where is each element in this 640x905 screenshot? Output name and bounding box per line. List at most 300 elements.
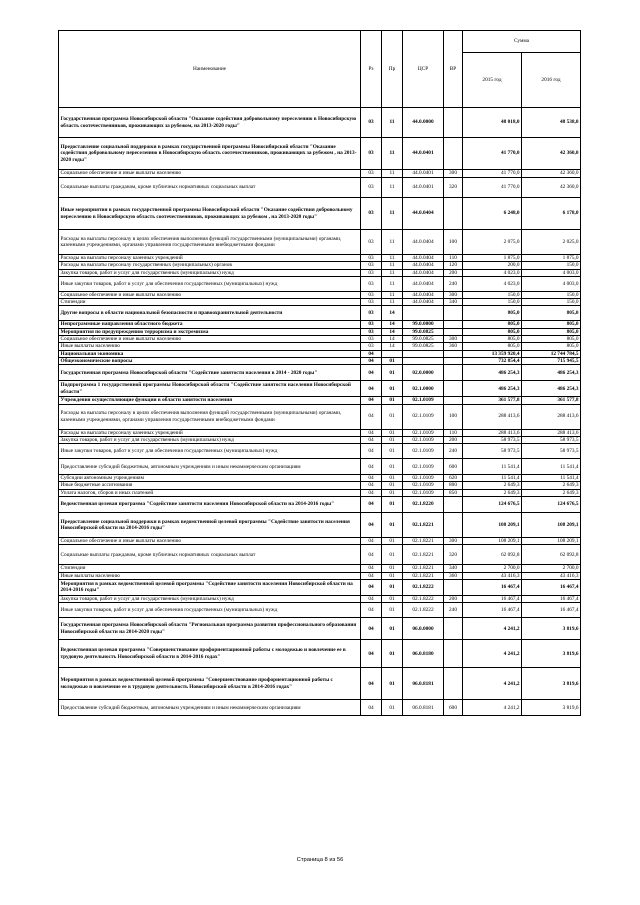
- cell-v2016: 108 209,1: [522, 513, 581, 538]
- cell-rz: 04: [361, 513, 382, 538]
- cell-v2016: 6 178,0: [522, 198, 581, 230]
- cell-csr: 02.1.8222: [403, 579, 444, 595]
- cell-vr: [444, 108, 463, 138]
- cell-v2015: 62 092,8: [463, 545, 522, 565]
- cell-rz: 04: [361, 444, 382, 459]
- cell-name: Ведомственная целевая программа "Совершенствование профориентационной работы с молодежью и вовлечение ее в трудовую деятельность Новосибирской области в 2014-2016 годах": [59, 640, 361, 668]
- cell-pr: 01: [382, 397, 403, 404]
- page-footer: Страница 8 из 56: [296, 857, 344, 863]
- cell-vr: [444, 513, 463, 538]
- cell-pr: 01: [382, 497, 403, 513]
- cell-pr: 11: [382, 138, 403, 170]
- cell-v2015: 2 649,3: [463, 489, 522, 496]
- cell-v2016: 42 360,0: [522, 178, 581, 198]
- cell-v2016: 1 875,0: [522, 255, 581, 262]
- header-sum: Сумма: [463, 31, 581, 53]
- cell-v2016: 2 025,0: [522, 230, 581, 255]
- cell-vr: 300: [444, 538, 463, 545]
- cell-pr: 01: [382, 444, 403, 459]
- cell-name: Закупка товаров, работ и услуг для государственных (муниципальных) нужд: [59, 436, 361, 443]
- cell-name: Расходы на выплаты персоналу государственных (муниципальных) органов: [59, 262, 361, 269]
- cell-pr: 01: [382, 429, 403, 436]
- cell-pr: [382, 350, 403, 357]
- cell-v2015: 4 023,0: [463, 269, 522, 276]
- cell-csr: 06.0.0000: [403, 618, 444, 640]
- table-row: [59, 618, 581, 640]
- cell-pr: 01: [382, 700, 403, 716]
- table-row: [59, 138, 581, 170]
- cell-rz: 03: [361, 306, 382, 321]
- cell-name: Предоставление субсидий бюджетным, автономным учреждениям и иным некоммерческим организациям: [59, 459, 361, 475]
- cell-v2015: 16 467,4: [463, 595, 522, 602]
- cell-v2015: 1 875,0: [463, 255, 522, 262]
- table-row: [59, 700, 581, 716]
- cell-name: Государственная программа Новосибирской области "Оказание содействия добровольному переселению в Новосибирскую область соотечественников, проживающих за рубежом, на 2013-2020 годы": [59, 108, 361, 138]
- cell-csr: 02.1.0109: [403, 459, 444, 475]
- cell-vr: 300: [444, 291, 463, 298]
- cell-pr: 11: [382, 108, 403, 138]
- cell-csr: 02.1.0109: [403, 397, 444, 404]
- cell-rz: 04: [361, 397, 382, 404]
- cell-name: Закупка товаров, работ и услуг для государственных (муниципальных) нужд: [59, 269, 361, 276]
- cell-csr: 44.0.0401: [403, 178, 444, 198]
- cell-csr: [403, 357, 444, 364]
- cell-pr: 11: [382, 198, 403, 230]
- cell-v2015: 4 241,2: [463, 618, 522, 640]
- cell-vr: [444, 357, 463, 364]
- cell-v2015: 58 973,5: [463, 436, 522, 443]
- cell-v2015: 2 700,0: [463, 565, 522, 572]
- cell-v2016: 805,0: [522, 343, 581, 350]
- cell-vr: 340: [444, 299, 463, 306]
- cell-v2015: 150,0: [463, 299, 522, 306]
- cell-name: Уплата налогов, сборов и иных платежей: [59, 489, 361, 496]
- cell-v2016: 16 467,4: [522, 595, 581, 602]
- cell-pr: 11: [382, 299, 403, 306]
- cell-v2015: 4 241,2: [463, 640, 522, 668]
- table-row: [59, 230, 581, 255]
- cell-pr: 01: [382, 640, 403, 668]
- cell-pr: 01: [382, 668, 403, 700]
- cell-csr: 44.0.0404: [403, 255, 444, 262]
- cell-v2015: 124 676,5: [463, 497, 522, 513]
- cell-rz: 04: [361, 350, 382, 357]
- cell-rz: 04: [361, 572, 382, 579]
- cell-csr: 02.1.0109: [403, 404, 444, 429]
- cell-v2015: 13 359 920,4: [463, 350, 522, 357]
- cell-rz: 03: [361, 198, 382, 230]
- cell-rz: 03: [361, 170, 382, 178]
- cell-pr: 14: [382, 328, 403, 335]
- cell-csr: [403, 350, 444, 357]
- cell-v2015: 2 075,0: [463, 230, 522, 255]
- cell-v2015: 108 209,1: [463, 538, 522, 545]
- cell-vr: 360: [444, 343, 463, 350]
- cell-name: Иные мероприятия в рамках государственной программы Новосибирской области "Оказание содействия добровольному переселению в Новосибирскую область соотечественников, проживающих за рубежом , на 2013-2020 годы": [59, 198, 361, 230]
- cell-rz: 04: [361, 365, 382, 381]
- cell-pr: 14: [382, 336, 403, 343]
- cell-name: Социальное обеспечение и иные выплаты населению: [59, 538, 361, 545]
- cell-pr: 11: [382, 269, 403, 276]
- cell-v2016: 715 945,5: [522, 357, 581, 364]
- cell-v2016: 2 700,0: [522, 565, 581, 572]
- cell-rz: 04: [361, 565, 382, 572]
- cell-pr: 01: [382, 436, 403, 443]
- cell-vr: 340: [444, 565, 463, 572]
- budget-table: [58, 30, 581, 716]
- cell-rz: 03: [361, 328, 382, 335]
- cell-v2016: 3 819,6: [522, 700, 581, 716]
- cell-rz: 03: [361, 230, 382, 255]
- cell-v2016: 42 360,0: [522, 170, 581, 178]
- cell-v2016: 11 541,4: [522, 475, 581, 482]
- cell-name: Мероприятия в рамках ведомственной целевой программы "Содействие занятости населения Новосибирской области на 2014-2016 годы": [59, 579, 361, 595]
- cell-csr: 44.0.0404: [403, 262, 444, 269]
- cell-pr: 01: [382, 475, 403, 482]
- cell-rz: 04: [361, 545, 382, 565]
- cell-v2015: 288 413,6: [463, 429, 522, 436]
- cell-pr: 11: [382, 276, 403, 291]
- cell-pr: 11: [382, 291, 403, 298]
- header-year-2015: 2015 год: [463, 53, 522, 108]
- table-row: [59, 475, 581, 482]
- cell-v2016: 124 676,5: [522, 497, 581, 513]
- table-row: [59, 640, 581, 668]
- cell-rz: 04: [361, 603, 382, 618]
- table-row: [59, 108, 581, 138]
- cell-rz: 04: [361, 618, 382, 640]
- cell-csr: 02.1.8221: [403, 565, 444, 572]
- cell-pr: 01: [382, 579, 403, 595]
- cell-vr: [444, 328, 463, 335]
- cell-csr: 02.1.8221: [403, 513, 444, 538]
- cell-name: Иные выплаты населению: [59, 572, 361, 579]
- table-row: [59, 397, 581, 404]
- cell-name: Иные закупки товаров, работ и услуг для обеспечения государственных (муниципальных) нужд: [59, 444, 361, 459]
- cell-name: Стипендии: [59, 565, 361, 572]
- table-body: [59, 108, 581, 716]
- cell-csr: 44.0.0404: [403, 230, 444, 255]
- table-row: [59, 482, 581, 489]
- cell-v2015: 2 649,3: [463, 482, 522, 489]
- cell-vr: 320: [444, 545, 463, 565]
- cell-vr: [444, 381, 463, 397]
- cell-v2016: 805,0: [522, 321, 581, 328]
- cell-csr: [403, 306, 444, 321]
- table-row: [59, 497, 581, 513]
- cell-rz: 03: [361, 299, 382, 306]
- cell-csr: 02.1.0109: [403, 475, 444, 482]
- cell-rz: 03: [361, 276, 382, 291]
- table-row: [59, 436, 581, 443]
- cell-pr: 01: [382, 545, 403, 565]
- cell-vr: 300: [444, 170, 463, 178]
- cell-pr: 01: [382, 595, 403, 602]
- cell-v2015: 48 018,0: [463, 108, 522, 138]
- table-row: [59, 404, 581, 429]
- table-row: [59, 595, 581, 602]
- cell-rz: 03: [361, 291, 382, 298]
- cell-name: Социальное обеспечение и иные выплаты населению: [59, 336, 361, 343]
- cell-name: Учреждения осуществляющие функции в области занятости населения: [59, 397, 361, 404]
- cell-vr: [444, 640, 463, 668]
- cell-name: Предоставление субсидий бюджетным, автономным учреждениям и иным некоммерческим организациям: [59, 700, 361, 716]
- cell-csr: 06.0.8181: [403, 700, 444, 716]
- cell-vr: [444, 321, 463, 328]
- cell-v2016: 43 416,3: [522, 572, 581, 579]
- cell-csr: 44.0.0404: [403, 198, 444, 230]
- table-row: [59, 603, 581, 618]
- cell-v2016: 3 819,6: [522, 668, 581, 700]
- cell-name: Иные закупки товаров, работ и услуг для обеспечения государственных (муниципальных) нужд: [59, 603, 361, 618]
- cell-v2016: 486 254,3: [522, 365, 581, 381]
- cell-v2015: 732 854,4: [463, 357, 522, 364]
- cell-name: Социальное обеспечение и иные выплаты населению: [59, 291, 361, 298]
- cell-v2015: 805,0: [463, 321, 522, 328]
- table-row: [59, 255, 581, 262]
- table-row: [59, 357, 581, 364]
- cell-rz: 03: [361, 336, 382, 343]
- cell-pr: 11: [382, 178, 403, 198]
- cell-name: Другие вопросы в области национальной безопасности и правоохранительной деятельности: [59, 306, 361, 321]
- cell-csr: 44.0.0404: [403, 276, 444, 291]
- cell-v2016: 16 467,4: [522, 603, 581, 618]
- cell-v2015: 200,0: [463, 262, 522, 269]
- cell-vr: [444, 397, 463, 404]
- cell-vr: 360: [444, 572, 463, 579]
- header-rz: Рз: [361, 31, 382, 108]
- cell-v2015: 486 254,3: [463, 365, 522, 381]
- table-row: [59, 429, 581, 436]
- cell-v2016: 4 003,0: [522, 276, 581, 291]
- cell-rz: 03: [361, 138, 382, 170]
- cell-v2016: 361 577,8: [522, 397, 581, 404]
- cell-csr: 99.0.0825: [403, 328, 444, 335]
- cell-v2015: 16 467,4: [463, 603, 522, 618]
- budget-table-sheet: [58, 30, 580, 716]
- cell-name: Расходы на выплаты персоналу казенных учреждений: [59, 255, 361, 262]
- cell-rz: 04: [361, 595, 382, 602]
- cell-pr: 14: [382, 321, 403, 328]
- cell-v2015: 805,0: [463, 343, 522, 350]
- cell-csr: 02.1.8222: [403, 595, 444, 602]
- table-row: [59, 170, 581, 178]
- header-year-2016: 2016 год: [522, 53, 581, 108]
- cell-vr: 200: [444, 436, 463, 443]
- cell-vr: 600: [444, 700, 463, 716]
- table-row: [59, 459, 581, 475]
- cell-csr: 44.0.0404: [403, 291, 444, 298]
- cell-csr: 02.1.0109: [403, 444, 444, 459]
- cell-rz: 04: [361, 489, 382, 496]
- cell-v2015: 805,0: [463, 306, 522, 321]
- cell-rz: 03: [361, 262, 382, 269]
- cell-v2015: 41 770,0: [463, 178, 522, 198]
- table-row: [59, 538, 581, 545]
- cell-vr: 110: [444, 255, 463, 262]
- table-row: [59, 306, 581, 321]
- cell-v2015: 805,0: [463, 328, 522, 335]
- cell-pr: 01: [382, 459, 403, 475]
- cell-name: Государственная программа Новосибирской области "Содействие занятости населения в 2014 - 2020 годы": [59, 365, 361, 381]
- cell-v2016: 12 744 784,5: [522, 350, 581, 357]
- cell-name: Предоставление социальной поддержки в рамках государственной программы Новосибирской области "Оказание содействия добровольному переселению в Новосибирскую область соотечественников, проживающих за рубежом , на 2013-2020 годы": [59, 138, 361, 170]
- cell-v2015: 361 577,8: [463, 397, 522, 404]
- cell-v2015: 108 209,1: [463, 513, 522, 538]
- cell-csr: 44.0.0401: [403, 138, 444, 170]
- cell-name: Социальные выплаты гражданам, кроме публичных нормативных социальных выплат: [59, 545, 361, 565]
- cell-pr: 11: [382, 230, 403, 255]
- cell-v2015: 4 023,0: [463, 276, 522, 291]
- cell-csr: 99.0.0825: [403, 343, 444, 350]
- cell-rz: 03: [361, 178, 382, 198]
- cell-pr: 01: [382, 565, 403, 572]
- cell-csr: 06.0.8181: [403, 668, 444, 700]
- cell-pr: 11: [382, 255, 403, 262]
- cell-v2016: 108 209,1: [522, 538, 581, 545]
- header-csr: ЦСР: [403, 31, 444, 108]
- cell-v2016: 3 819,6: [522, 640, 581, 668]
- cell-v2016: 805,0: [522, 328, 581, 335]
- table-header: [59, 31, 581, 108]
- cell-pr: 01: [382, 618, 403, 640]
- table-row: [59, 381, 581, 397]
- cell-rz: 04: [361, 436, 382, 443]
- cell-name: Подпрограмма 1 государственной программы Новосибирской области "Содействие занятости населения Новосибирской области": [59, 381, 361, 397]
- cell-pr: 11: [382, 262, 403, 269]
- cell-name: Мероприятия по предупреждению терроризма и экстремизма: [59, 328, 361, 335]
- table-row: [59, 291, 581, 298]
- cell-rz: 04: [361, 459, 382, 475]
- cell-vr: [444, 579, 463, 595]
- table-row: [59, 178, 581, 198]
- cell-vr: [444, 497, 463, 513]
- cell-v2016: 288 413,6: [522, 404, 581, 429]
- cell-rz: 04: [361, 497, 382, 513]
- table-row: [59, 565, 581, 572]
- table-row: [59, 579, 581, 595]
- cell-vr: 620: [444, 475, 463, 482]
- cell-v2016: 150,0: [522, 299, 581, 306]
- cell-pr: 01: [382, 381, 403, 397]
- cell-csr: 02.1.8221: [403, 538, 444, 545]
- cell-vr: [444, 668, 463, 700]
- cell-v2015: 11 541,4: [463, 475, 522, 482]
- cell-vr: 300: [444, 336, 463, 343]
- cell-rz: 03: [361, 321, 382, 328]
- cell-rz: 04: [361, 482, 382, 489]
- cell-csr: 99.0.0825: [403, 336, 444, 343]
- cell-name: Расходы на выплаты персоналу в целях обеспечения выполнения функций государственными (муниципальными) органами, казенными учреждениями, органами управления государственными внебюджетными фондами: [59, 230, 361, 255]
- cell-pr: 01: [382, 603, 403, 618]
- table-row: [59, 545, 581, 565]
- table-row: [59, 513, 581, 538]
- cell-v2015: 16 467,4: [463, 579, 522, 595]
- cell-vr: 200: [444, 269, 463, 276]
- cell-vr: 240: [444, 276, 463, 291]
- cell-rz: 04: [361, 381, 382, 397]
- cell-csr: 02.0.0000: [403, 365, 444, 381]
- cell-name: Иные бюджетные ассигнования: [59, 482, 361, 489]
- table-row: [59, 350, 581, 357]
- cell-rz: 04: [361, 429, 382, 436]
- cell-name: Расходы на выплаты персоналу казенных учреждений: [59, 429, 361, 436]
- cell-v2015: 288 413,6: [463, 404, 522, 429]
- cell-csr: 02.1.0000: [403, 381, 444, 397]
- cell-pr: 01: [382, 365, 403, 381]
- cell-name: Мероприятия в рамках ведомственной целевой программы "Совершенствование профориентационной работы с молодежью и вовлечение ее в трудовую деятельность Новосибирской области в 2014-2016 годах": [59, 668, 361, 700]
- cell-vr: [444, 350, 463, 357]
- cell-v2015: 6 248,0: [463, 198, 522, 230]
- table-row: [59, 299, 581, 306]
- cell-name: Иные закупки товаров, работ и услуг для обеспечения государственных (муниципальных) нужд: [59, 276, 361, 291]
- cell-v2015: 41 770,0: [463, 170, 522, 178]
- cell-csr: 02.1.0109: [403, 489, 444, 496]
- cell-vr: 240: [444, 444, 463, 459]
- cell-pr: 01: [382, 489, 403, 496]
- table-row: [59, 198, 581, 230]
- cell-vr: 240: [444, 603, 463, 618]
- table-row: [59, 343, 581, 350]
- table-row: [59, 444, 581, 459]
- cell-csr: 44.0.0401: [403, 170, 444, 178]
- cell-csr: 02.1.0109: [403, 429, 444, 436]
- cell-vr: 100: [444, 230, 463, 255]
- cell-v2016: 42 360,0: [522, 138, 581, 170]
- cell-pr: 01: [382, 482, 403, 489]
- cell-name: Стипендии: [59, 299, 361, 306]
- cell-v2016: 3 819,6: [522, 618, 581, 640]
- cell-v2015: 4 241,2: [463, 700, 522, 716]
- table-row: [59, 365, 581, 381]
- cell-rz: 04: [361, 475, 382, 482]
- table-row: [59, 328, 581, 335]
- cell-rz: 03: [361, 108, 382, 138]
- cell-v2016: 486 254,3: [522, 381, 581, 397]
- cell-pr: 01: [382, 513, 403, 538]
- cell-name: Социальное обеспечение и иные выплаты населению: [59, 170, 361, 178]
- cell-rz: 04: [361, 668, 382, 700]
- cell-v2016: 48 538,0: [522, 108, 581, 138]
- cell-csr: 02.1.8220: [403, 497, 444, 513]
- cell-v2016: 4 003,0: [522, 269, 581, 276]
- cell-csr: 02.1.8222: [403, 603, 444, 618]
- cell-v2015: 58 973,5: [463, 444, 522, 459]
- cell-name: Непрограммные направления областного бюджета: [59, 321, 361, 328]
- cell-csr: 06.0.8180: [403, 640, 444, 668]
- cell-v2016: 11 541,4: [522, 459, 581, 475]
- cell-v2016: 150,0: [522, 262, 581, 269]
- cell-csr: 02.1.0109: [403, 436, 444, 443]
- cell-name: Государственная программа Новосибирской области "Региональная программа развития профессионального образования Новосибирской области на 2014-2020 годы": [59, 618, 361, 640]
- cell-v2016: 150,0: [522, 291, 581, 298]
- cell-rz: 04: [361, 404, 382, 429]
- cell-rz: 04: [361, 579, 382, 595]
- cell-rz: 04: [361, 640, 382, 668]
- cell-v2016: 288 413,6: [522, 429, 581, 436]
- cell-v2016: 16 467,4: [522, 579, 581, 595]
- cell-v2016: 805,0: [522, 306, 581, 321]
- cell-name: Расходы на выплаты персоналу в целях обеспечения выполнения функций государственными (муниципальными) органами, казенными учреждениями, органами управления государственными внебюджетными фондами: [59, 404, 361, 429]
- cell-v2016: 805,0: [522, 336, 581, 343]
- cell-v2016: 62 092,8: [522, 545, 581, 565]
- cell-pr: 01: [382, 357, 403, 364]
- cell-v2016: 2 649,3: [522, 482, 581, 489]
- table-row: [59, 572, 581, 579]
- cell-v2016: 58 973,5: [522, 436, 581, 443]
- cell-vr: [444, 138, 463, 170]
- cell-vr: 120: [444, 262, 463, 269]
